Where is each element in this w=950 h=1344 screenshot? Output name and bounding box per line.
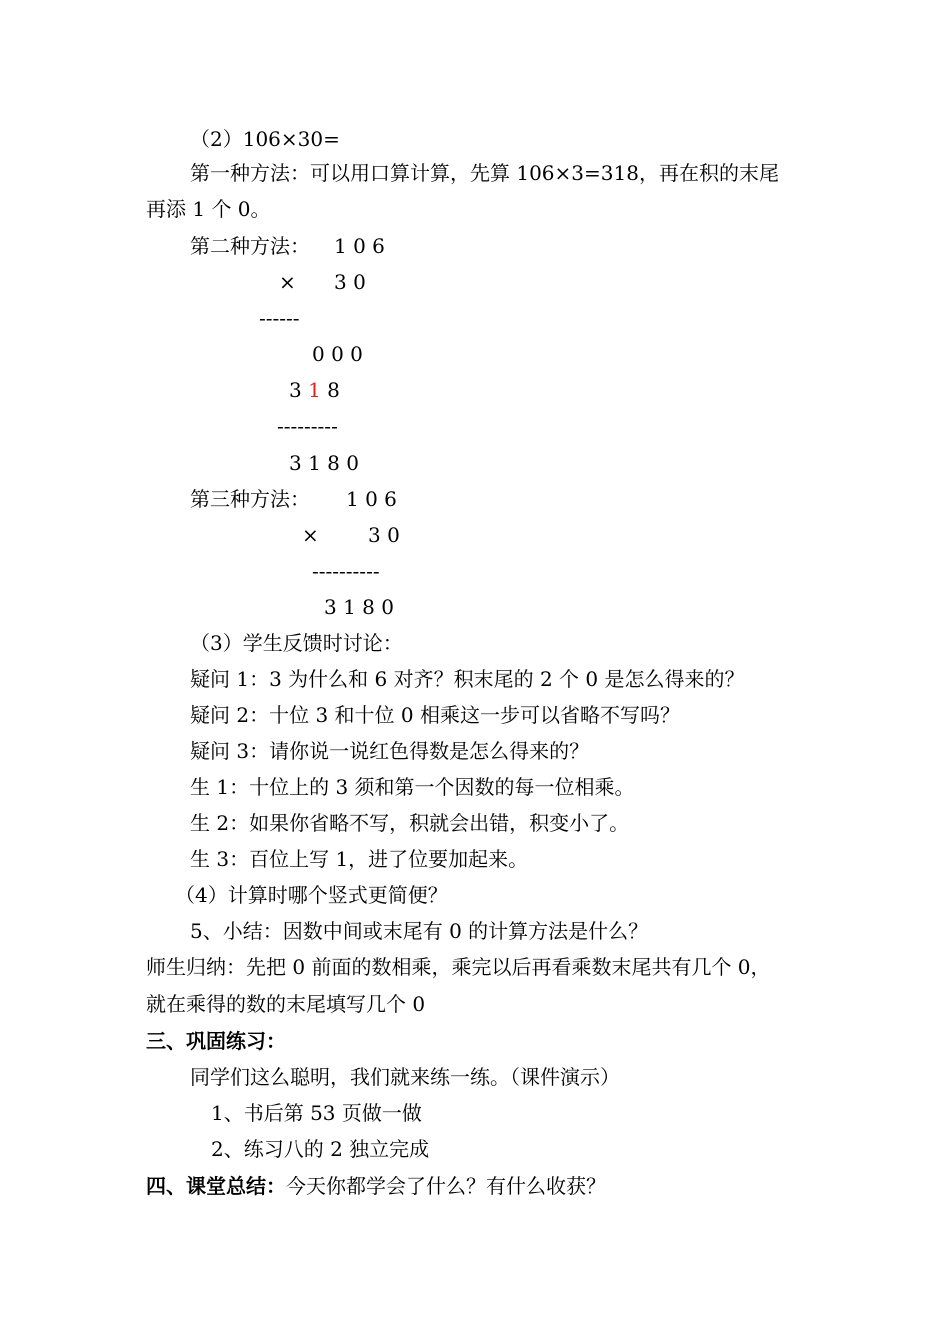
practice-intro: 同学们这么聪明，我们就来练一练。（课件演示） xyxy=(190,1065,620,1089)
method-3-multiplier: 3 0 xyxy=(368,523,400,547)
question-3: 疑问 3：请你说一说红色得数是怎么得来的？ xyxy=(190,739,590,763)
method-2-label: 第二种方法： xyxy=(190,234,310,258)
partial-2-red-digit: 1 xyxy=(308,378,321,402)
section-3-heading: 三、巩固练习： xyxy=(146,1029,286,1053)
method-2-partial-2 xyxy=(289,377,340,403)
exercise-1: 1、书后第 53 页做一做 xyxy=(211,1101,422,1125)
partial-2-digit-8: 8 xyxy=(320,378,340,402)
student-3: 生 3：百位上写 1，进了位要加起来。 xyxy=(190,847,529,871)
conclusion-line-1: 师生归纳：先把 0 前面的数相乘，乘完以后再看乘数末尾共有几个 0， xyxy=(146,955,771,979)
method-2-rule-1: ------ xyxy=(259,306,300,330)
problem-2: （2）106×30= xyxy=(190,127,340,151)
method-2-rule-2: --------- xyxy=(277,414,338,438)
method-2-multiplicand: 1 0 6 xyxy=(334,234,385,258)
method-3-rule: ---------- xyxy=(312,559,380,583)
method-1-line: 第一种方法：可以用口算计算，先算 106×3=318，再在积的末尾 xyxy=(190,161,779,185)
method-3-multiplicand: 1 0 6 xyxy=(346,487,397,511)
student-2: 生 2：如果你省略不写，积就会出错，积变小了。 xyxy=(190,811,630,835)
discussion-heading: （3）学生反馈时讨论： xyxy=(190,631,403,655)
summary-item-5: 5、小结：因数中间或末尾有 0 的计算方法是什么？ xyxy=(190,919,649,943)
section-4-line xyxy=(146,1173,606,1199)
method-3-label: 第三种方法： xyxy=(190,487,310,511)
exercise-2: 2、练习八的 2 独立完成 xyxy=(211,1137,430,1161)
method-2-multiplier: 3 0 xyxy=(334,270,366,294)
method-2-partial-1: 0 0 0 xyxy=(312,342,363,366)
method-3-result: 3 1 8 0 xyxy=(324,595,394,619)
conclusion-line-2: 就在乘得的数的末尾填写几个 0 xyxy=(146,992,426,1016)
question-4: （4）计算时哪个竖式更简便？ xyxy=(175,883,448,907)
method-2-result: 3 1 8 0 xyxy=(289,451,359,475)
student-1: 生 1：十位上的 3 须和第一个因数的每一位相乘。 xyxy=(190,775,635,799)
section-4-heading: 四、课堂总结： xyxy=(146,1174,286,1198)
question-1: 疑问 1：3 为什么和 6 对齐？积末尾的 2 个 0 是怎么得来的？ xyxy=(190,667,745,691)
partial-2-digit-3: 3 xyxy=(289,378,309,402)
method-3-times-sign: × xyxy=(302,523,319,547)
question-2: 疑问 2：十位 3 和十位 0 相乘这一步可以省略不写吗？ xyxy=(190,703,680,727)
method-1-continued: 再添 1 个 0。 xyxy=(146,197,271,221)
method-2-times-sign: × xyxy=(279,270,296,294)
section-4-text: 今天你都学会了什么？有什么收获？ xyxy=(286,1174,606,1198)
